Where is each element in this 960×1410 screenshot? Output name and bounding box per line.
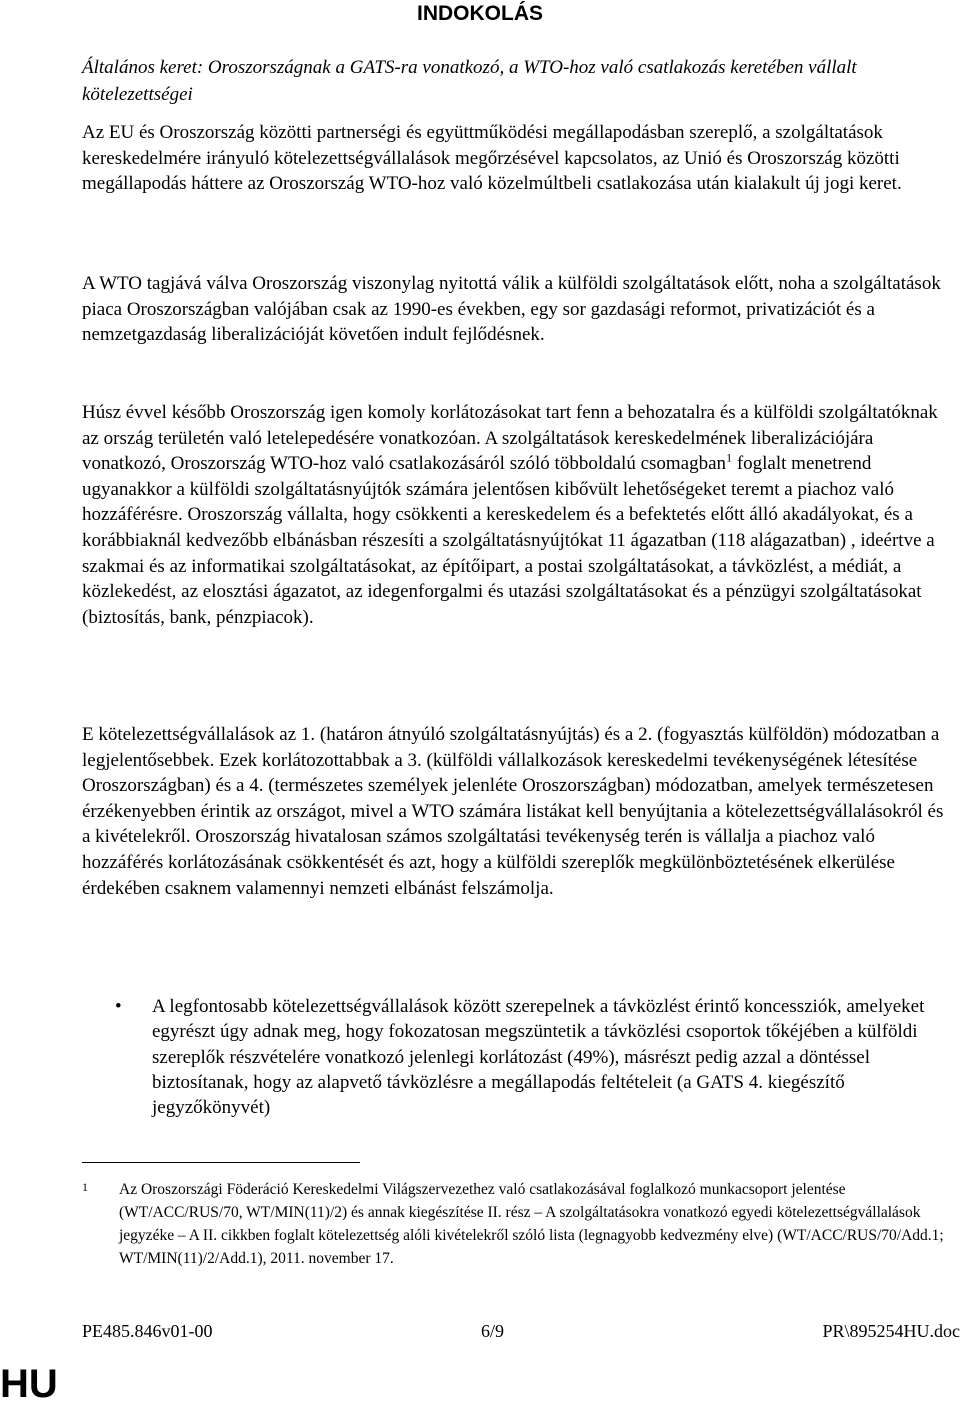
footnote-separator: [82, 1162, 360, 1163]
footnote-number: 1: [82, 1180, 88, 1194]
paragraph-restrictions: [82, 400, 950, 630]
footnote-reference: 1: [726, 450, 733, 465]
paragraph-wto-membership: A WTO tagjává válva Oroszország viszonylag nyitottá válik a külföldi szolgáltatások előtt, noha a szolgáltatások piaca Oroszországban valójában csak az 1990-es években, egy sor gazdasági reformot, privatizációt és a nemzetgazdaság liberalizációját követően indult fejlődésnek.: [82, 273, 941, 345]
footer-doc-reference: PE485.846v01-00: [82, 1321, 213, 1341]
paragraph-context: Az EU és Oroszország közötti partnerségi és együttműködési megállapodásban szereplő, a szolgáltatások kereskedelmére irányuló kötelezettségvállalások megőrzésével kapcsolatos, az Unió és Oroszország közötti megállapodás háttere az Oroszország WTO-hoz való közelmúltbeli csatlakozása után kialakult új jogi keret.: [82, 122, 902, 194]
paragraph-restrictions-part1: Húsz évvel később Oroszország igen komoly korlátozásokat tart fenn a behozatalra és a külföldi szolgáltatóknak az ország területén való letelepedésére vonatkozóan. A szolgáltatások kereskedelmének liberalizációjára vonatkozó, Oroszország WTO-hoz való csatlakozásáról szóló többoldalú csomagban: [82, 402, 938, 475]
language-code: HU: [0, 1362, 58, 1406]
bullet-icon: •: [115, 996, 122, 1017]
bullet-text: A legfontosabb kötelezettségvállalások között szerepelnek a távközlést érintő koncessziók, amelyeket egyrészt úgy adnak meg, hogy fokozatosan megszüntetik a távközlési csoportok tőkéjében a külföldi szereplők részvételére vonatkozó jelenlegi korlátozást (49%), másrészt pedig azzal a döntéssel biztosítanak, hogy az alapvető távközlésre a megállapodás feltételeit (a GATS 4. kiegészítő jegyzőkönyvét): [152, 996, 925, 1119]
section-subtitle: Általános keret: Oroszországnak a GATS-ra vonatkozó, a WTO-hoz való csatlakozás keretében vállalt kötelezettségei: [82, 57, 857, 105]
footer-file-reference: PR\895254HU.doc: [822, 1321, 960, 1341]
document-title: INDOKOLÁS: [417, 2, 543, 25]
page-footer: [82, 1321, 960, 1345]
paragraph-restrictions-part2: foglalt menetrend ugyanakkor a külföldi szolgáltatásnyújtók számára jelentősen kibővült lehetőségeket teremt a piachoz való hozzáférésre. Oroszország vállalta, hogy csökkenti a kereskedelem és a befektetés előtt álló akadályokat, és a korábbiaknál kedvezőbb elbánásban részesíti a szolgáltatásnyújtókat 11 ágazatban (118 alágazatban) , ideértve a szakmai és az informatikai szolgáltatásokat, az építőipart, a postai szolgáltatásokat, a távközlést, a médiát, a közlekedést, az elosztási ágazatot, az idegenforgalmi és utazási szolgáltatásokat és a pénzügyi szolgáltatásokat (biztosítás, bank, pénzpiacok).: [82, 453, 935, 628]
paragraph-commitment-modes: E kötelezettségvállalások az 1. (határon átnyúló szolgáltatásnyújtás) és a 2. (fogyasztás külföldön) módozatban a legjelentősebbek. Ezek korlátozottabbak a 3. (külföldi vállalkozások kereskedelmi tevékenységének létesítése Oroszországban) és a 4. (természetes személyek jelenléte Oroszországban) módozatban, amelyek természetesen érzékenyebben érintik az országot, mivel a WTO számára listákat kell benyújtania a kötelezettségvállalásokról és a kivételekről. Oroszország hivatalosan számos szolgáltatási tevékenység terén is vállalja a piachoz való hozzáférés korlátozásának csökkentését és azt, hogy a külföldi szereplők megkülönböztetésének elkerülése érdekében csaknem valamennyi nemzeti elbánást felszámolja.: [82, 724, 944, 899]
footer-page-number: 6/9: [481, 1321, 505, 1341]
footnote-text: Az Oroszországi Föderáció Kereskedelmi Világszervezethez való csatlakozásával foglalkozó munkacsoport jelentése (WT/ACC/RUS/70, WT/MIN(11)/2) és annak kiegészítése II. rész – A szolgáltatásokra vonatkozó egyedi kötelezettségvállalások jegyzéke – A II. cikkben foglalt kötelezettség alóli kivételekről szóló lista (legnagyobb kedvezmény elve) (WT/ACC/RUS/70/Add.1; WT/MIN(11)/2/Add.1), 2011. november 17.: [119, 1181, 944, 1267]
